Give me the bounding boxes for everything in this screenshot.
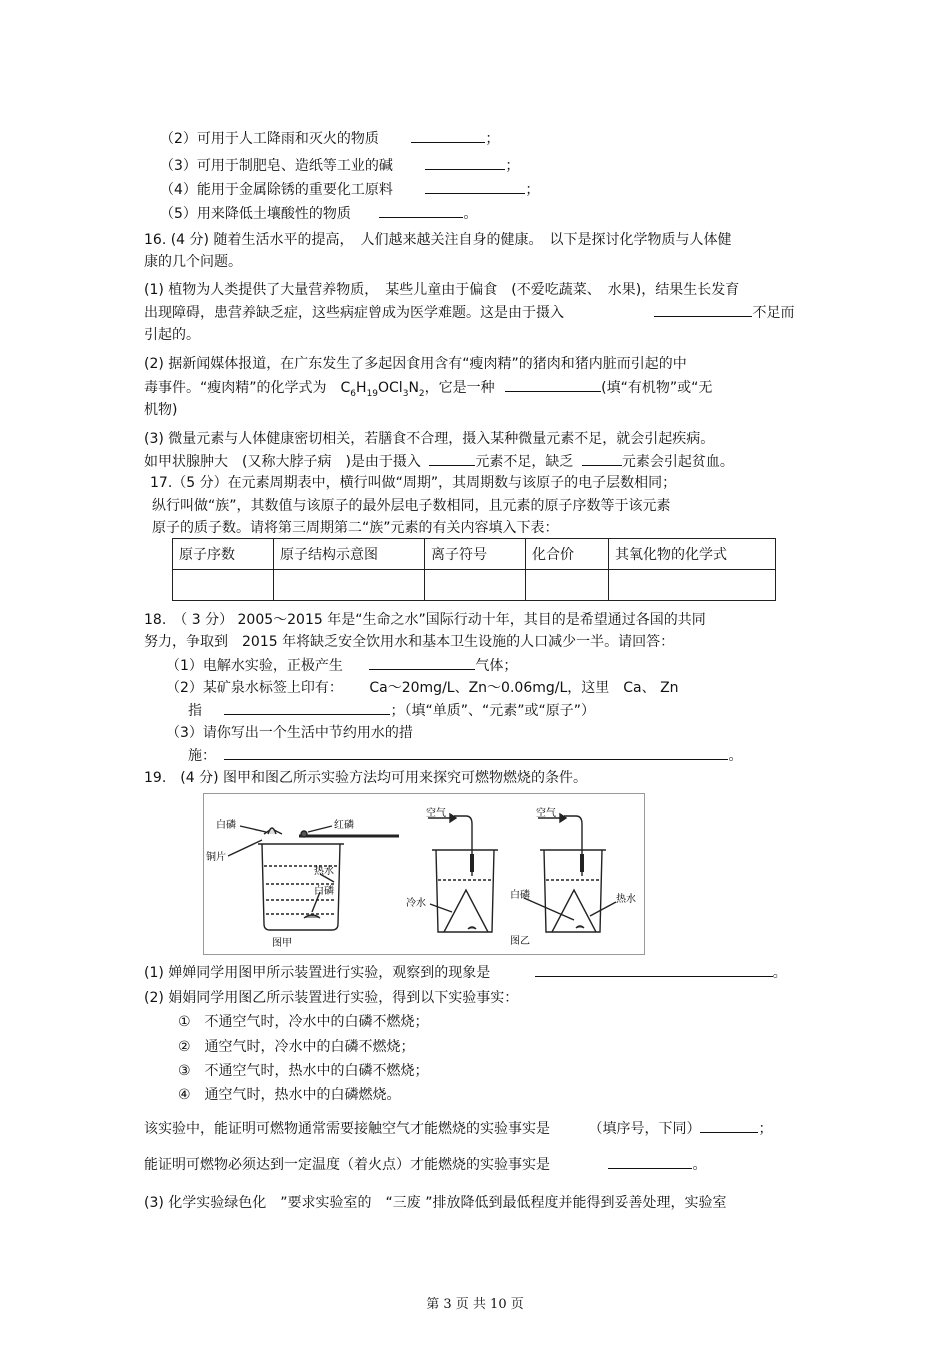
col-valence: 化合价 <box>526 539 609 570</box>
answer-cell[interactable] <box>173 570 274 601</box>
q16-heading-cont: 康的几个问题。 <box>144 254 242 270</box>
q16-part1-cont: 出现障碍，患营养缺乏症，这些病症曾成为医学难题。这是由于摄入 不足而 <box>144 302 794 323</box>
answer-blank[interactable] <box>429 451 475 466</box>
q18-heading: 18. （ 3 分） 2005～2015 年是“生命之水”国际行动十年，其目的是希望通过各国的共同 <box>144 612 706 628</box>
q18-part3: （3）请你写出一个生活中节约用水的措 <box>166 725 413 741</box>
q17-line-2: 纵行叫做“族”，其数值与该原子的最外层电子数相同，且元素的原子序数等于该元素 <box>152 498 671 514</box>
q19-fact-3: ③ 不通空气时，热水中的白磷不燃烧； <box>178 1063 429 1079</box>
figure-b-right <box>430 814 616 932</box>
q18-part1: （1）电解水实验，正极产生 气体； <box>166 655 517 676</box>
table-row <box>173 570 776 601</box>
answer-blank[interactable] <box>369 655 475 670</box>
answer-blank[interactable] <box>654 302 752 317</box>
page-footer: 第 3 页 共 10 页 <box>426 1297 524 1312</box>
q16-part2-cont: 毒事件。“瘦肉精”的化学式为 $C_6H_{19}OCl_3N_2$，它是一种 (填“有机物”或“无 <box>144 377 712 404</box>
chemical-formula: $C_6H_{19}OCl_3N_2$ <box>340 380 425 399</box>
answer-cell[interactable] <box>609 570 776 601</box>
label-air-2: 空气 <box>536 808 556 819</box>
label-hot-water: 热水 <box>314 866 334 877</box>
answer-blank[interactable] <box>379 203 463 218</box>
q19-heading: 19. (4 分) 图甲和图乙所示实验方法均可用来探究可燃物燃烧的条件。 <box>144 770 587 786</box>
q19-part2: (2) 娟娟同学用图乙所示装置进行实验，得到以下实验事实： <box>144 990 519 1006</box>
experiment-diagram <box>204 794 644 954</box>
q16-part1: (1) 植物为人类提供了大量营养物质， 某些儿童由于偏食 (不爱吃蔬菜、 水果)，结果生长发育 <box>144 282 740 298</box>
q19-question-air: 该实验中，能证明可燃物通常需要接触空气才能燃烧的实验事实是 （填序号，下同） ； <box>144 1118 772 1139</box>
col-atomic-structure: 原子结构示意图 <box>274 539 425 570</box>
q19-fact-2: ② 通空气时，冷水中的白磷不燃烧； <box>178 1039 415 1055</box>
q18-part2: （2）某矿泉水标签上印有： Ca～20mg/L、Zn～0.06mg/L，这里 Ca、 Zn <box>166 680 679 696</box>
answer-cell[interactable] <box>526 570 609 601</box>
label-white-phosphorus: 白磷 <box>216 820 236 831</box>
label-figure-b: 图乙 <box>510 936 530 947</box>
label-cold-water: 冷水 <box>406 898 426 909</box>
label-air-1: 空气 <box>426 808 446 819</box>
answer-blank[interactable] <box>224 700 390 715</box>
answer-blank[interactable] <box>582 451 622 466</box>
answer-blank[interactable] <box>425 155 505 170</box>
experiment-figure <box>203 793 645 955</box>
label-hot-water-2: 热水 <box>616 894 636 905</box>
label-white-phosphorus-3: 白磷 <box>510 890 530 901</box>
label-figure-a: 图甲 <box>272 938 292 949</box>
q18-part3-cont: 施： 。 <box>188 745 742 766</box>
q17-table <box>172 538 776 601</box>
figure-b-left <box>428 814 498 932</box>
table-header-row <box>173 539 776 570</box>
q19-part3: (3) 化学实验绿色化 ”要求实验室的 “三废 ”排放降低到最低程度并能得到妥善处理，实验室 <box>144 1195 727 1211</box>
answer-cell[interactable] <box>425 570 526 601</box>
q16-part1-end: 引起的。 <box>144 327 200 343</box>
q19-question-temperature: 能证明可燃物必须达到一定温度（着火点）才能燃烧的实验事实是 。 <box>144 1154 706 1175</box>
col-atomic-number: 原子序数 <box>173 539 274 570</box>
q15-line-2: （2）可用于人工降雨和灭火的物质 ； <box>160 128 499 149</box>
q16-heading: 16. (4 分) 随着生活水平的提高， 人们越来越关注自身的健康。 以下是探讨化学物质与人体健 <box>144 232 732 248</box>
figure-a <box>228 826 399 930</box>
q17-line-3: 原子的质子数。请将第三周期第二“族”元素的有关内容填入下表： <box>152 520 559 536</box>
q15-line-4: （4）能用于金属除锈的重要化工原料 ； <box>160 179 539 200</box>
label-red-phosphorus: 红磷 <box>334 820 354 831</box>
label-copper-plate: 铜片 <box>206 852 226 863</box>
answer-blank[interactable] <box>411 128 485 143</box>
col-oxide-formula: 其氧化物的化学式 <box>609 539 776 570</box>
q19-part1: (1) 婵婵同学用图甲所示装置进行实验，观察到的现象是 。 <box>144 962 787 983</box>
q16-part2: (2) 据新闻媒体报道，在广东发生了多起因食用含有“瘦肉精”的猪肉和猪内脏而引起的中 <box>144 356 687 372</box>
label-white-phosphorus-2: 白磷 <box>314 886 334 897</box>
answer-blank[interactable] <box>535 962 773 977</box>
q18-part2-cont: 指 ；（填“单质”、“元素”或“原子”） <box>188 700 595 721</box>
q16-part3-cont: 如甲状腺肿大 (又称大脖子病 )是由于摄入 元素不足，缺乏 元素会引起贫血。 <box>144 451 734 472</box>
answer-blank[interactable] <box>505 377 601 392</box>
q16-part2-end: 机物) <box>144 402 178 418</box>
answer-blank[interactable] <box>608 1154 692 1169</box>
q16-part3: (3) 微量元素与人体健康密切相关，若膳食不合理，摄入某种微量元素不足，就会引起疾病。 <box>144 431 715 447</box>
q18-heading-cont: 努力，争取到 2015 年将缺乏安全饮用水和基本卫生设施的人口减少一半。请回答： <box>144 634 675 650</box>
answer-blank[interactable] <box>700 1118 758 1133</box>
q17-heading: 17.（5 分）在元素周期表中，横行叫做“周期”，其周期数与该原子的电子层数相同； <box>150 475 677 491</box>
answer-blank[interactable] <box>425 179 525 194</box>
q15-line-5: （5）用来降低土壤酸性的物质 。 <box>160 203 477 224</box>
answer-cell[interactable] <box>274 570 425 601</box>
answer-blank[interactable] <box>224 745 728 760</box>
q19-fact-4: ④ 通空气时，热水中的白磷燃烧。 <box>178 1087 401 1103</box>
col-ion-symbol: 离子符号 <box>425 539 526 570</box>
q19-fact-1: ① 不通空气时，冷水中的白磷不燃烧； <box>178 1014 429 1030</box>
q15-line-3: （3）可用于制肥皂、造纸等工业的碱 ； <box>160 155 519 176</box>
